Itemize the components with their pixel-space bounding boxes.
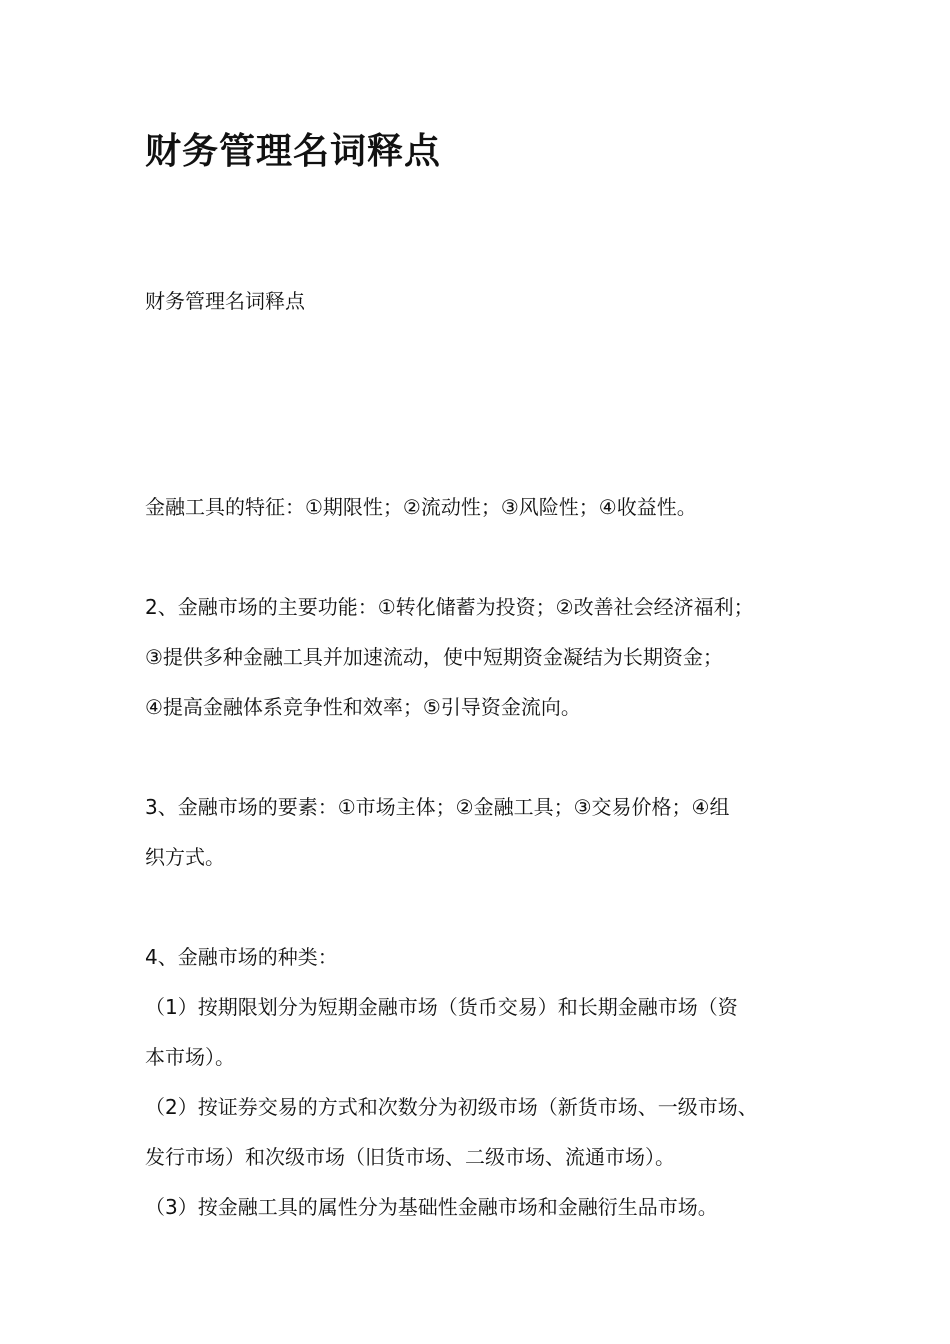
document-body	[145, 482, 835, 1232]
paragraph-gap	[145, 532, 835, 582]
paragraph-line: 织方式。	[145, 845, 225, 869]
document-title: 财务管理名词释点	[145, 131, 442, 172]
paragraph-line: （1）按期限划分为短期金融市场（货币交易）和长期金融市场（资	[145, 995, 738, 1019]
paragraph-line: 3、金融市场的要素：①市场主体；②金融工具；③交易价格；④组	[145, 795, 730, 819]
paragraph-line: 发行市场）和次级市场（旧货市场、二级市场、流通市场）。	[145, 1145, 675, 1169]
paragraph-line: ③提供多种金融工具并加速流动，使中短期资金凝结为长期资金；	[145, 645, 723, 669]
paragraph-line: 本市场）。	[145, 1045, 235, 1069]
paragraph-line: 金融工具的特征：①期限性；②流动性；③风险性；④收益性。	[145, 495, 697, 519]
paragraph-line: （3）按金融工具的属性分为基础性金融市场和金融衍生品市场。	[145, 1195, 718, 1219]
paragraph-line: （2）按证券交易的方式和次数分为初级市场（新货市场、一级市场、	[145, 1095, 758, 1119]
paragraph-gap	[145, 882, 835, 932]
paragraph-line: 4、金融市场的种类：	[145, 945, 338, 969]
paragraph-line: 2、金融市场的主要功能：①转化储蓄为投资；②改善社会经济福利；	[145, 595, 754, 619]
document-subtitle: 财务管理名词释点	[145, 289, 305, 313]
paragraph-gap	[145, 732, 835, 782]
paragraph-line: ④提高金融体系竞争性和效率；⑤引导资金流向。	[145, 695, 581, 719]
